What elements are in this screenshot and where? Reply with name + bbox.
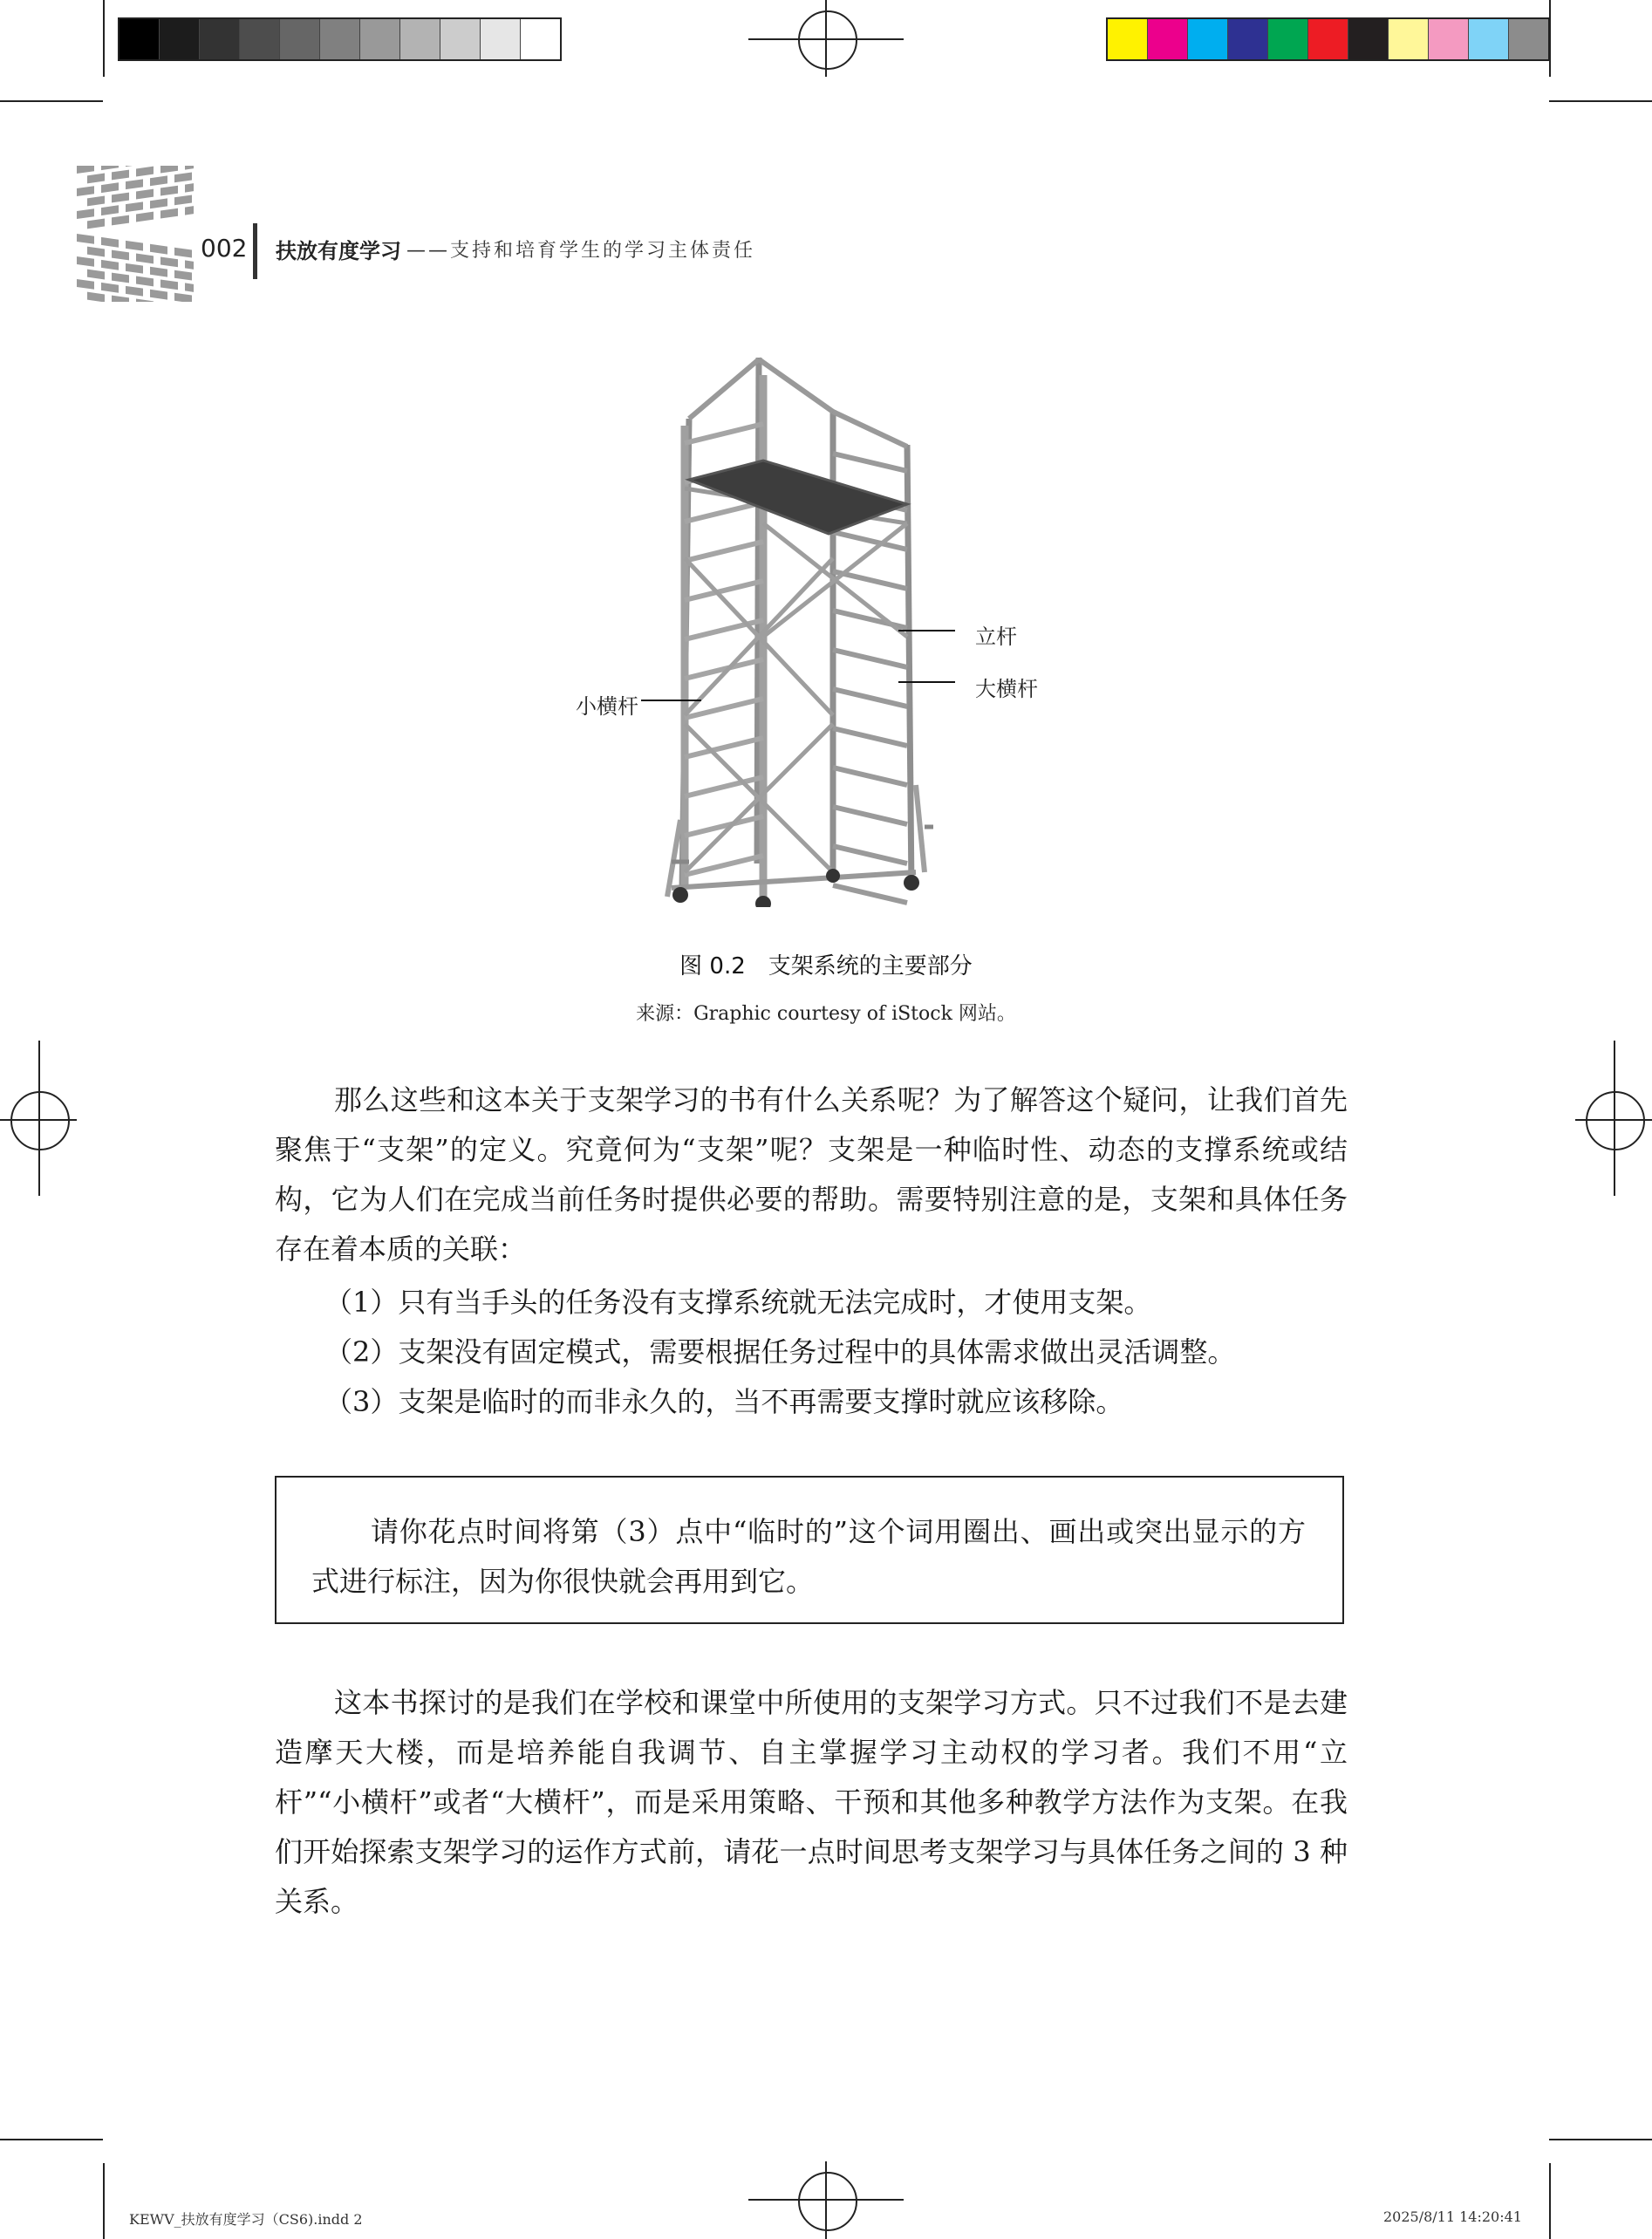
crop-mark (1549, 100, 1652, 102)
color-swatch (1268, 19, 1308, 59)
color-swatch (119, 19, 160, 59)
header-divider (253, 223, 257, 279)
crop-mark (0, 2139, 103, 2140)
color-swatch (360, 19, 400, 59)
color-swatch (1509, 19, 1548, 59)
color-swatch (1188, 19, 1228, 59)
color-swatch (1108, 19, 1148, 59)
color-swatch (1389, 19, 1429, 59)
paragraph-definition: 那么这些和这本关于支架学习的书有什么关系呢？为了解答这个疑问，让我们首先聚焦于“支架”的定义。究竟何为“支架”呢？支架是一种临时性、动态的支撑系统或结构，它为人们在完成当前任务时提供必要的帮助。需要特别注意的是，支架和具体任务存在着本质的关联： (275, 1083, 1348, 1266)
header-decoration-icon (77, 166, 194, 302)
figure-title: 支架系统的主要部分 (768, 953, 973, 980)
crop-mark (1549, 2139, 1652, 2140)
book-title: 扶放有度学习 (276, 239, 401, 263)
color-swatch (160, 19, 200, 59)
color-swatch (280, 19, 320, 59)
color-swatch (1308, 19, 1348, 59)
grayscale-bar (118, 17, 562, 61)
crop-mark (103, 0, 105, 77)
page-number: 002 (201, 234, 248, 263)
footer-file: KEWV_扶放有度学习（CS6).indd 2 (129, 2211, 363, 2228)
color-swatch (200, 19, 240, 59)
crop-mark (103, 2163, 105, 2239)
crop-mark (1549, 0, 1551, 77)
figure-number: 图 0.2 (679, 953, 746, 980)
color-swatch (240, 19, 280, 59)
crop-mark (1549, 2163, 1551, 2239)
paragraph-summary: 这本书探讨的是我们在学校和课堂中所使用的支架学习方式。只不过我们不是去建造摩天大楼，而是培养能自我调节、自主掌握学习主动权的学习者。我们不用“立杆”“小横杆”或者“大横杆”，而是采用策略、干预和其他多种教学方法作为支架。在我们开始探索支架学习的运作方式前，请花一点时间思考支架学习与具体任务之间的 3 种关系。 (275, 1686, 1348, 1918)
list-item: （3）支架是临时的而非永久的，当不再需要支撑时就应该移除。 (324, 1385, 1124, 1418)
color-swatch (481, 19, 521, 59)
label-small-crossbar: 小横杆 (576, 694, 638, 719)
label-upright: 立杆 (975, 625, 1017, 649)
label-large-crossbar: 大横杆 (975, 677, 1038, 701)
color-swatch (1429, 19, 1469, 59)
color-swatch (320, 19, 360, 59)
list-item: （2）支架没有固定模式，需要根据任务过程中的具体需求做出灵活调整。 (324, 1335, 1236, 1369)
color-swatch (1228, 19, 1268, 59)
figure-leader-lines (611, 611, 977, 715)
book-subtitle: ——支持和培育学生的学习主体责任 (406, 240, 756, 262)
crop-mark (0, 100, 103, 102)
color-swatch (440, 19, 481, 59)
color-swatch (521, 19, 560, 59)
color-bar (1106, 17, 1550, 61)
footer-timestamp: 2025/8/11 14:20:41 (1383, 2208, 1522, 2225)
color-swatch (1469, 19, 1509, 59)
color-swatch (1148, 19, 1188, 59)
note-box (275, 1476, 1344, 1624)
color-swatch (400, 19, 440, 59)
figure-caption (0, 948, 1652, 980)
note-text: 请你花点时间将第（3）点中“临时的”这个词用圈出、画出或突出显示的方式进行标注，因为你很快就会再用到它。 (311, 1515, 1306, 1598)
figure-source: 来源：Graphic courtesy of iStock 网站。 (636, 1003, 1016, 1025)
color-swatch (1348, 19, 1389, 59)
list-item: （1）只有当手头的任务没有支撑系统就无法完成时，才使用支架。 (324, 1286, 1152, 1319)
